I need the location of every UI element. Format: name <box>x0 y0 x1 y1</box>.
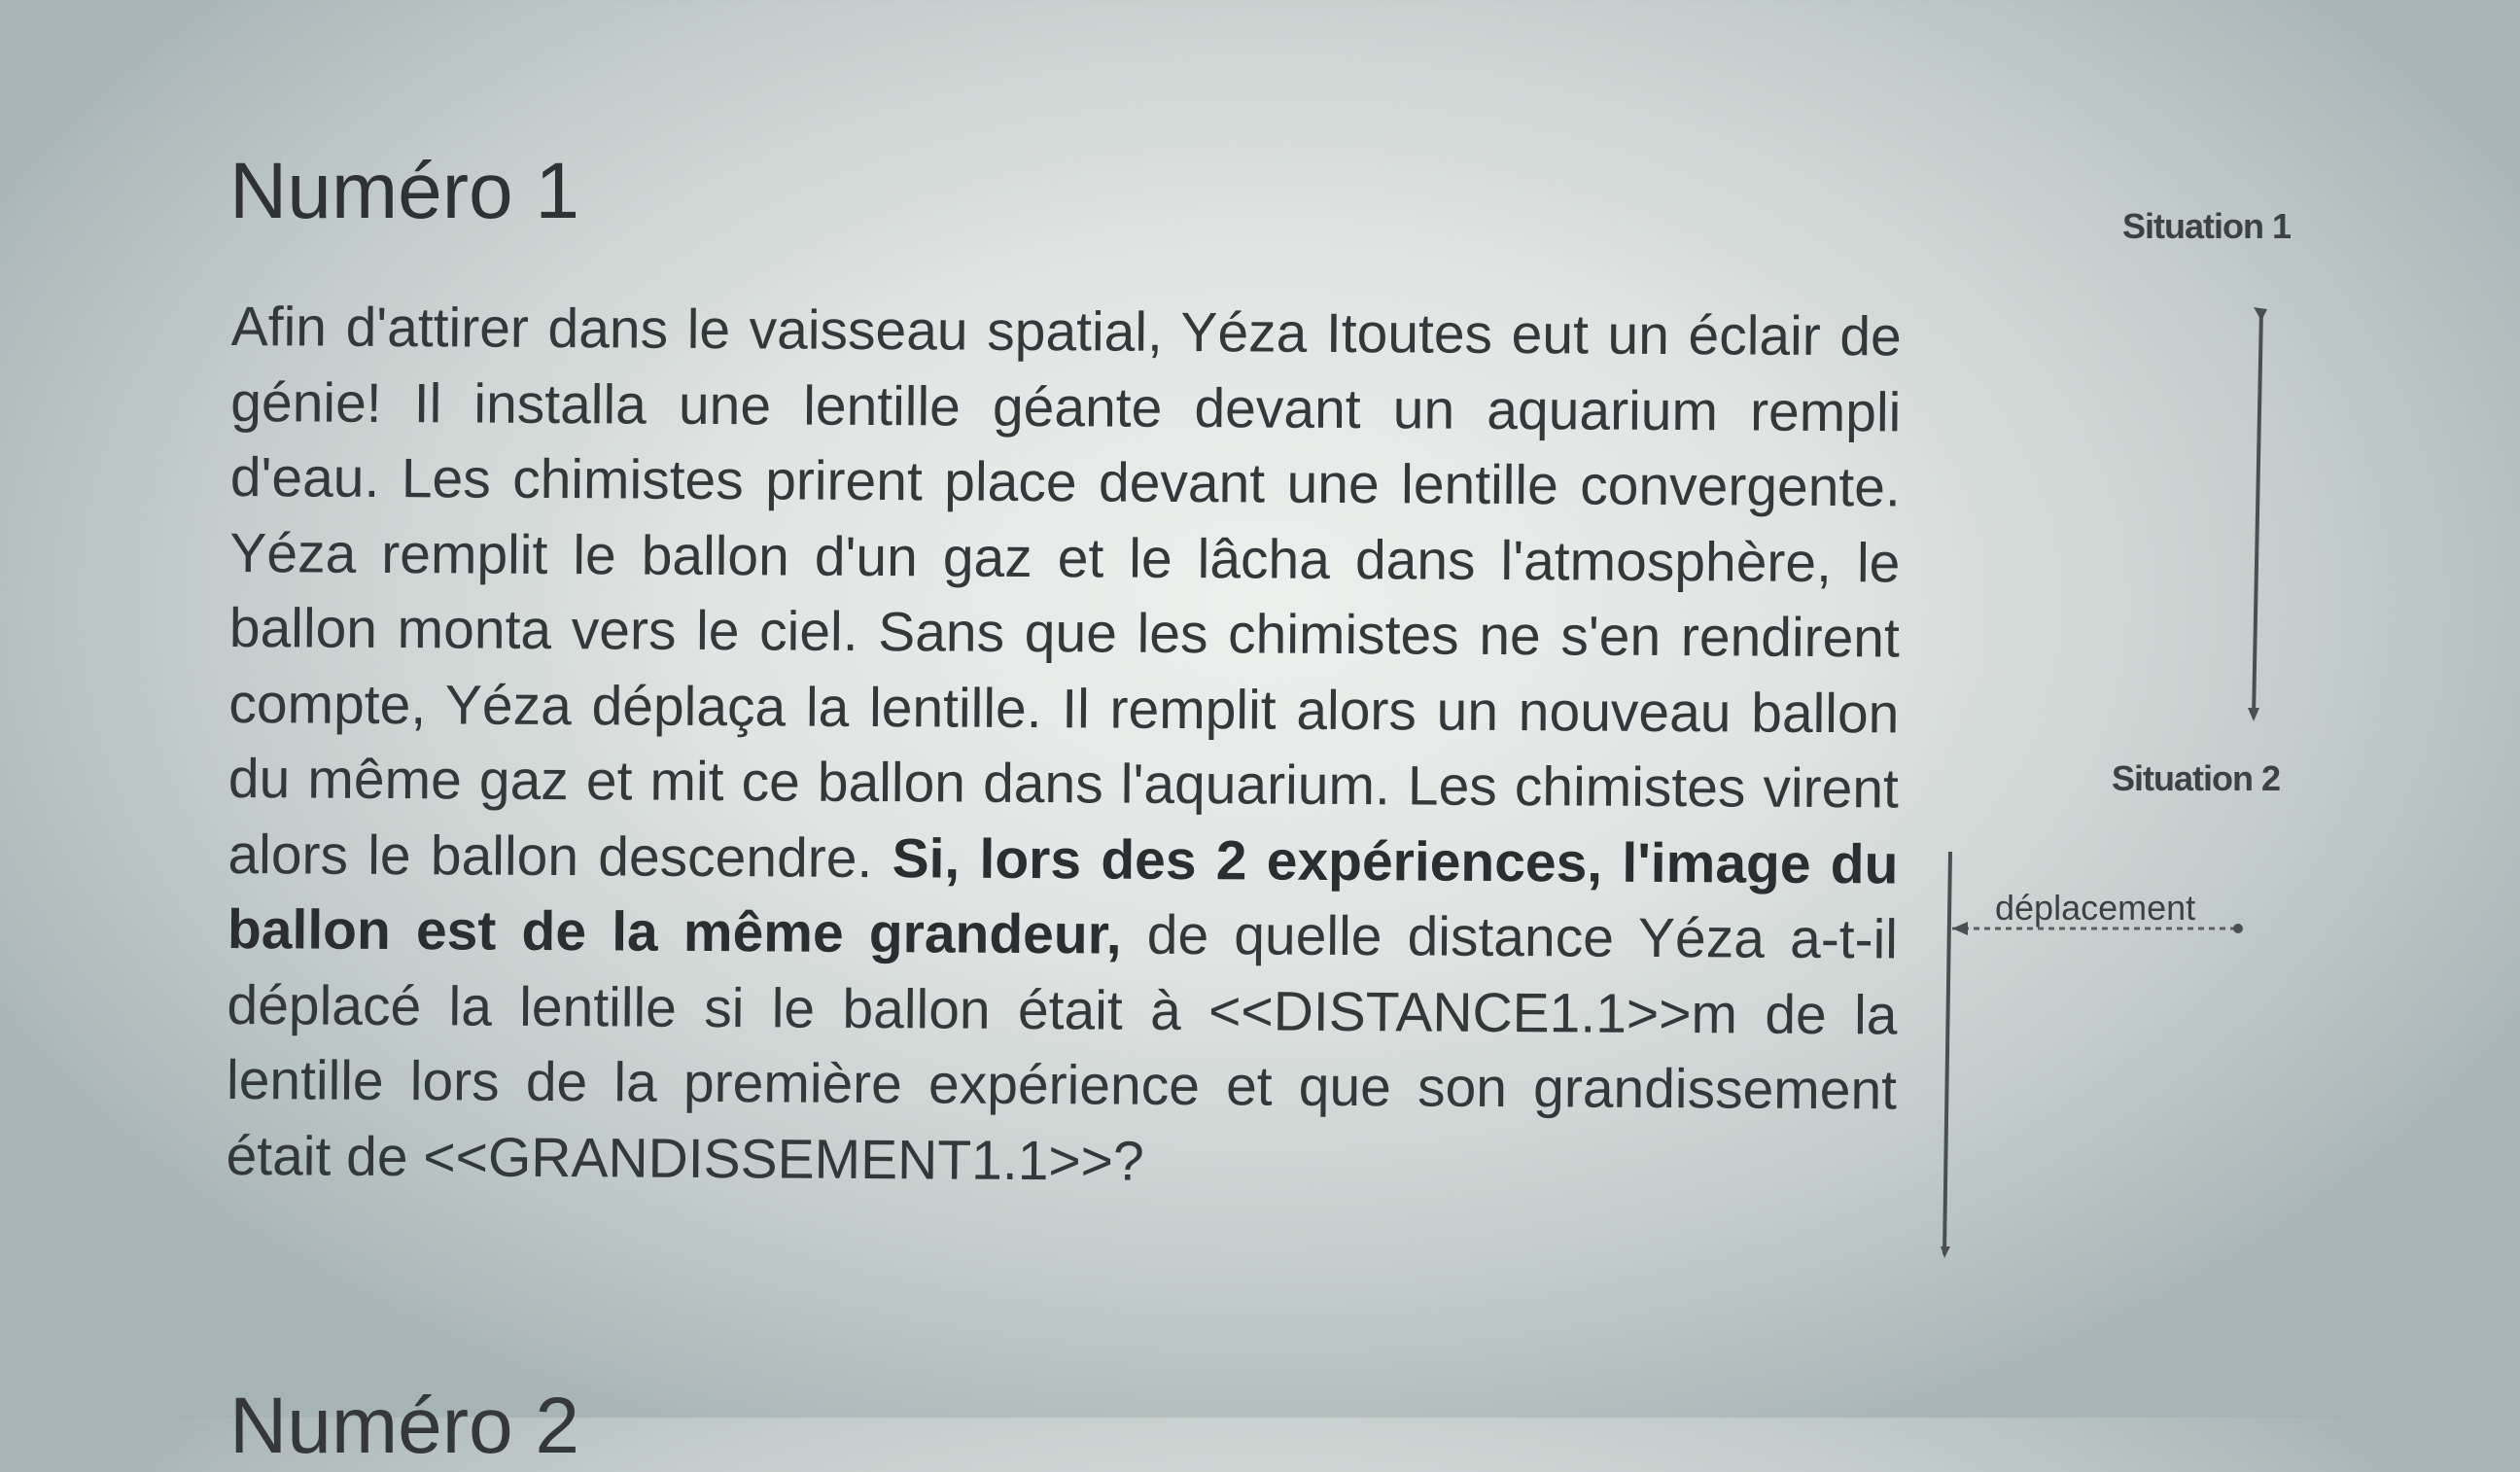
page-title: Numéro 1 <box>229 147 580 235</box>
situation-2-label: Situation 2 <box>2112 758 2281 798</box>
problem-bold-text: Si, lors des 2 expériences, l'image du ballon est de la même grandeur, <box>227 826 1899 966</box>
problem-paragraph <box>226 290 1902 1204</box>
situation-2-lens <box>1941 852 1950 1258</box>
situation-1-lens <box>2248 307 2267 721</box>
displacement-label: déplacement <box>1995 888 2196 928</box>
problem-intro-text: Afin d'attirer dans le vaisseau spatial, Yéza Itoutes eut un éclair de génie! Il installa une lentille géante devant un aquarium rempli d'eau. Les chimistes prirent place devant une lentille convergente. Yéza remplit le ballon d'un gaz et le lâcha dans l'atmosphère, le ballon monta vers le ciel. Sans que les chimistes ne s'en rendirent compte, Yéza déplaça la lentille. Il remplit alors un nouveau ballon du même gaz et mit ce ballon dans l'aquarium. Les chimistes virent alors le ballon descendre. <box>228 295 1902 890</box>
next-section-title: Numéro 2 <box>229 1382 580 1470</box>
situation-1-label: Situation 1 <box>2122 206 2292 246</box>
problem-question-text: de quelle distance Yéza a-t-il déplacé la lentille si le ballon était à <<DISTANCE1.1>>m de la lentille lors de la première expérience et que son grandissement était de <<GRANDISSEMENT1.1>>? <box>226 903 1899 1193</box>
